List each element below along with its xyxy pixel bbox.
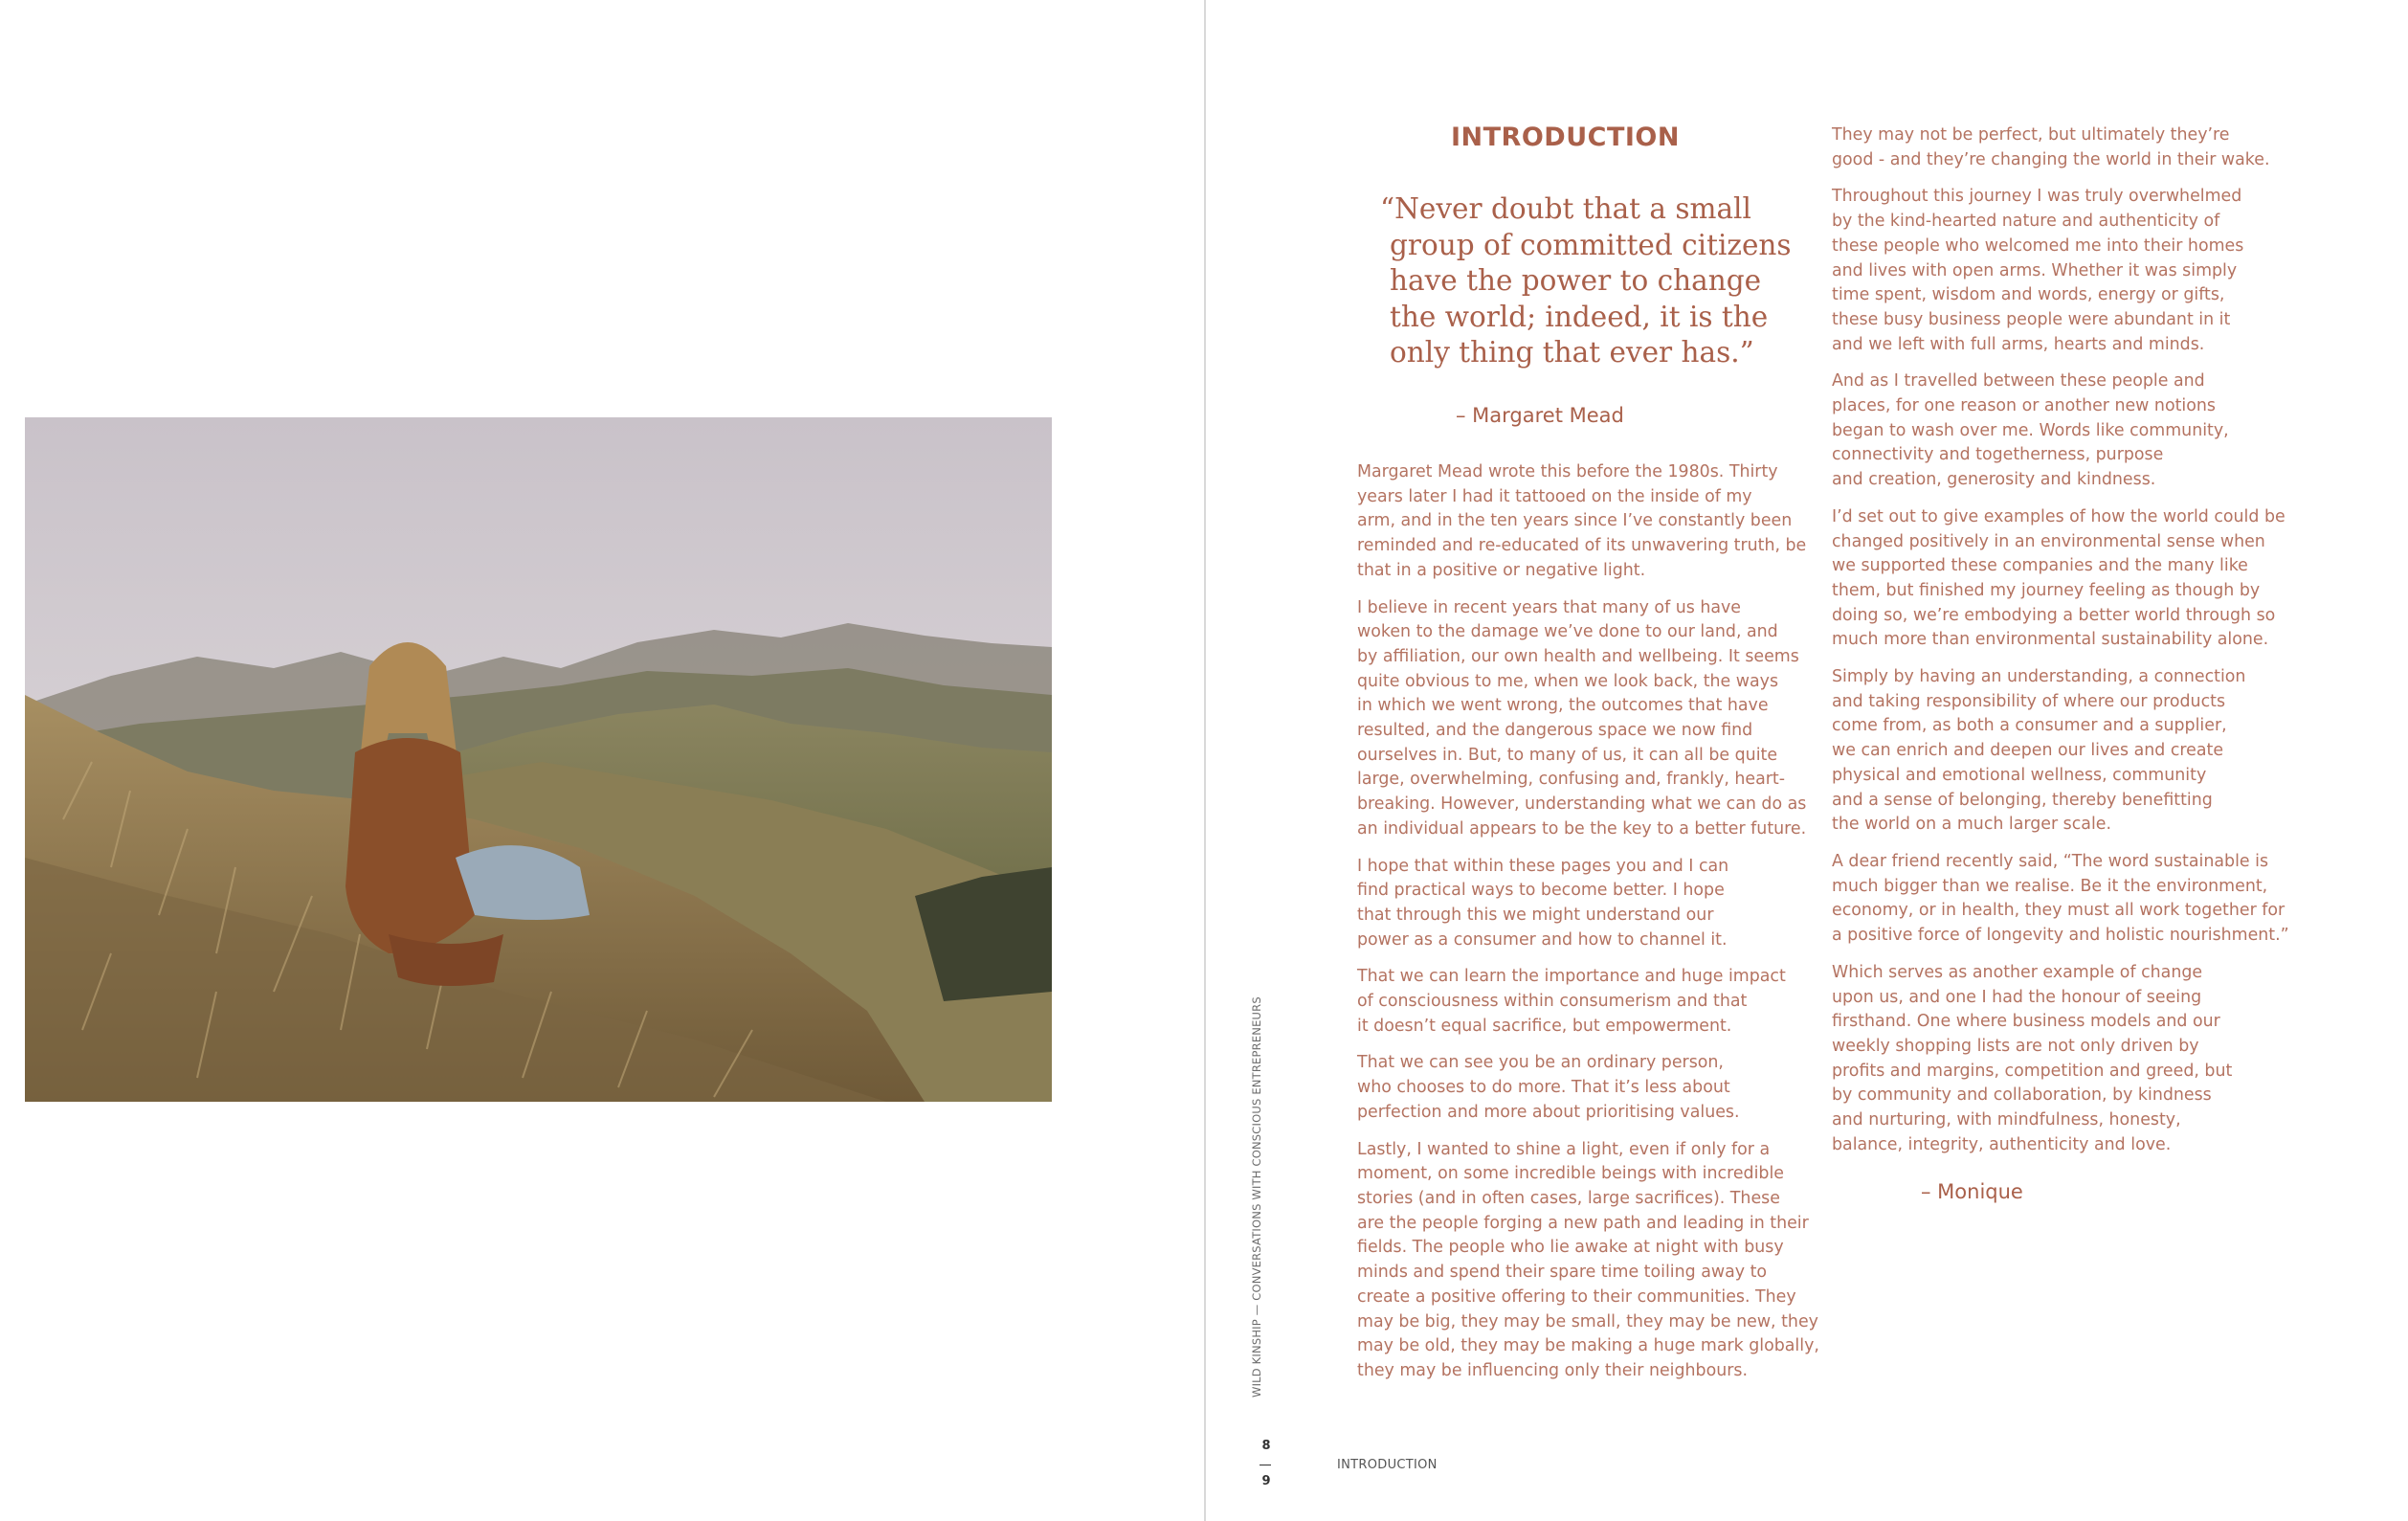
body-line: we can enrich and deepen our lives and create — [1832, 741, 2224, 761]
body-line: are the people forging a new path and leading in their — [1357, 1213, 1809, 1233]
body-line: and nurturing, with mindfulness, honesty, — [1832, 1110, 2181, 1130]
body-paragraph — [1357, 965, 1819, 1039]
body-column-1 — [1357, 460, 1819, 1397]
body-line: quite obvious to me, when we look back, the ways — [1357, 671, 1779, 691]
quote-line: have the power to change — [1390, 264, 1762, 297]
body-column-2 — [1832, 123, 2289, 1170]
body-line: it doesn’t equal sacrifice, but empowerment. — [1357, 1016, 1732, 1036]
body-line: Simply by having an understanding, a connection — [1832, 667, 2246, 687]
body-line: and creation, generosity and kindness. — [1832, 470, 2156, 490]
body-line: a positive force of longevity and holistic nourishment.” — [1832, 926, 2289, 946]
body-line: these people who welcomed me into their homes — [1832, 235, 2244, 256]
body-paragraph — [1832, 123, 2289, 172]
pull-quote — [1380, 191, 1801, 371]
body-line: Margaret Mead wrote this before the 1980s. Thirty — [1357, 462, 1778, 481]
body-line: the world on a much larger scale. — [1832, 815, 2112, 835]
body-line: and taking responsibility of where our products — [1832, 691, 2226, 711]
body-line: fields. The people who lie awake at night with busy — [1357, 1238, 1784, 1258]
body-line: and we left with full arms, hearts and minds. — [1832, 334, 2205, 354]
body-line: by community and collaboration, by kindness — [1832, 1085, 2212, 1106]
body-paragraph — [1832, 505, 2289, 653]
body-line: breaking. However, understanding what we can do as — [1357, 794, 1807, 815]
body-line: I’d set out to give examples of how the world could be — [1832, 506, 2285, 526]
body-paragraph — [1832, 961, 2289, 1158]
body-line: Throughout this journey I was truly overwhelmed — [1832, 187, 2242, 207]
body-line: physical and emotional wellness, community — [1832, 765, 2207, 785]
quote-attribution: – Margaret Mead — [1456, 404, 1624, 427]
body-line: Lastly, I wanted to shine a light, even if only for a — [1357, 1139, 1771, 1159]
body-line: moment, on some incredible beings with incredible — [1357, 1164, 1784, 1184]
body-line: They may not be perfect, but ultimately they’re — [1832, 125, 2230, 145]
body-line: that through this we might understand our — [1357, 905, 1714, 925]
body-line: power as a consumer and how to channel it. — [1357, 929, 1728, 950]
body-line: weekly shopping lists are not only driven by — [1832, 1036, 2199, 1056]
body-line: That we can learn the importance and huge impact — [1357, 967, 1786, 987]
body-line: find practical ways to become better. I hope — [1357, 881, 1725, 901]
body-line: may be old, they may be making a huge mark globally, — [1357, 1336, 1819, 1356]
body-line: woken to the damage we’ve done to our land, and — [1357, 622, 1778, 642]
folio-left: 8 — [1261, 1439, 1271, 1453]
body-line: much more than environmental sustainability alone. — [1832, 630, 2269, 650]
body-line: them, but finished my journey feeling as though by — [1832, 580, 2261, 600]
body-line: large, overwhelming, confusing and, frankly, heart- — [1357, 770, 1786, 790]
body-line: changed positively in an environmental sense when — [1832, 531, 2265, 551]
body-paragraph — [1832, 185, 2289, 357]
quote-line: the world; indeed, it is the — [1390, 300, 1769, 333]
body-line: That we can see you be an ordinary person, — [1357, 1053, 1724, 1073]
body-line: years later I had it tattooed on the inside of my — [1357, 486, 1752, 506]
body-paragraph — [1832, 665, 2289, 838]
body-line: we supported these companies and the many like — [1832, 556, 2248, 576]
body-line: good - and they’re changing the world in their wake. — [1832, 149, 2270, 169]
running-title: WILD KINSHIP — CONVERSATIONS WITH CONSCIOUS ENTREPRENEURS — [1250, 996, 1263, 1398]
body-line: Which serves as another example of change — [1832, 962, 2203, 982]
body-line: firsthand. One where business models and our — [1832, 1012, 2220, 1032]
body-paragraph — [1357, 1051, 1819, 1125]
body-paragraph — [1832, 369, 2289, 493]
landscape-photo — [25, 417, 1052, 1102]
body-line: minds and spend their spare time toiling away to — [1357, 1263, 1768, 1283]
body-line: that in a positive or negative light. — [1357, 560, 1646, 580]
body-line: who chooses to do more. That it’s less about — [1357, 1078, 1730, 1098]
section-heading: INTRODUCTION — [1451, 123, 1680, 152]
body-line: perfection and more about prioritising values. — [1357, 1102, 1740, 1122]
body-paragraph — [1357, 596, 1819, 842]
body-line: time spent, wisdom and words, energy or gifts, — [1832, 285, 2225, 305]
folio-right: 9 — [1261, 1474, 1271, 1488]
body-line: stories (and in often cases, large sacrifices). These — [1357, 1188, 1780, 1208]
body-line: connectivity and togetherness, purpose — [1832, 445, 2164, 465]
body-line: ourselves in. But, to many of us, it can all be quite — [1357, 745, 1778, 765]
quote-line: group of committed citizens — [1390, 228, 1792, 261]
body-line: in which we went wrong, the outcomes that have — [1357, 696, 1769, 716]
body-line: And as I travelled between these people and — [1832, 371, 2205, 391]
body-line: resulted, and the dangerous space we now find — [1357, 721, 1753, 741]
page-gutter — [1204, 0, 1206, 1521]
author-signoff: – Monique — [1921, 1180, 2023, 1203]
body-paragraph — [1357, 460, 1819, 584]
body-line: they may be influencing only their neighbours. — [1357, 1360, 1748, 1380]
body-line: places, for one reason or another new notions — [1832, 396, 2216, 416]
body-line: may be big, they may be small, they may be new, they — [1357, 1311, 1818, 1331]
body-line: and lives with open arms. Whether it was simply — [1832, 260, 2238, 280]
body-line: by affiliation, our own health and wellbeing. It seems — [1357, 646, 1799, 666]
body-line: much bigger than we realise. Be it the environment, — [1832, 876, 2268, 896]
body-line: reminded and re-educated of its unwavering truth, be — [1357, 536, 1807, 556]
body-line: upon us, and one I had the honour of seeing — [1832, 987, 2202, 1007]
body-line: and a sense of belonging, thereby benefitting — [1832, 790, 2213, 810]
body-line: balance, integrity, authenticity and love. — [1832, 1134, 2172, 1154]
body-line: A dear friend recently said, “The word sustainable is — [1832, 851, 2269, 871]
body-line: I hope that within these pages you and I can — [1357, 856, 1729, 876]
body-line: arm, and in the ten years since I’ve constantly been — [1357, 511, 1793, 531]
footer-section-name: INTRODUCTION — [1337, 1458, 1438, 1472]
body-paragraph — [1832, 850, 2289, 949]
quote-line: “Never doubt that a small — [1380, 192, 1751, 225]
body-line: doing so, we’re embodying a better world through so — [1832, 605, 2276, 625]
quote-line: only thing that ever has.” — [1390, 336, 1754, 369]
body-paragraph — [1357, 1138, 1819, 1384]
body-line: these busy business people were abundant in it — [1832, 309, 2231, 329]
photo-illustration — [25, 417, 1052, 1102]
body-line: economy, or in health, they must all work together for — [1832, 901, 2285, 921]
body-line: create a positive offering to their communities. They — [1357, 1286, 1796, 1307]
body-paragraph — [1357, 855, 1819, 953]
body-line: of consciousness within consumerism and that — [1357, 992, 1748, 1012]
body-line: began to wash over me. Words like community, — [1832, 420, 2229, 440]
body-line: an individual appears to be the key to a better future. — [1357, 818, 1807, 839]
body-line: profits and margins, competition and greed, but — [1832, 1061, 2233, 1081]
body-line: by the kind-hearted nature and authenticity of — [1832, 212, 2220, 232]
body-line: come from, as both a consumer and a supplier, — [1832, 716, 2227, 736]
body-line: I believe in recent years that many of us have — [1357, 597, 1741, 617]
